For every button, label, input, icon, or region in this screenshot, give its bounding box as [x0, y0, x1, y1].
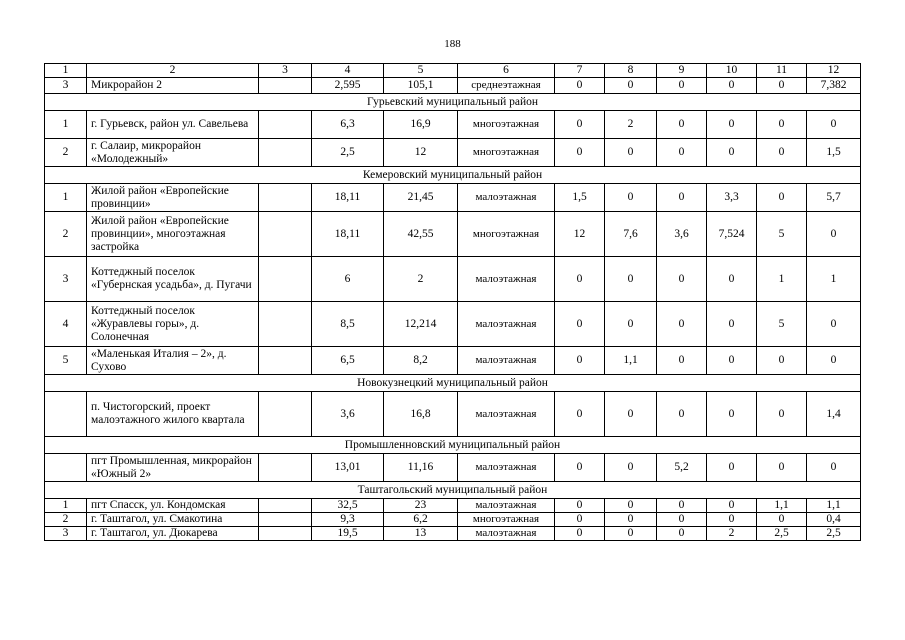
table-cell [259, 392, 312, 437]
column-number-cell: 2 [87, 64, 259, 78]
building-type-cell: малоэтажная [458, 499, 555, 513]
building-type-cell: среднеэтажная [458, 78, 555, 94]
table-cell: 1,5 [807, 139, 861, 167]
table-cell: 11,16 [384, 454, 458, 482]
table-cell: 12 [555, 212, 605, 257]
table-cell: 0 [707, 302, 757, 347]
table-cell: 0 [657, 78, 707, 94]
table-cell: 0 [657, 302, 707, 347]
table-cell: 0 [807, 111, 861, 139]
table-cell: 0 [605, 302, 657, 347]
table-cell: 0 [707, 78, 757, 94]
table-cell: 0 [807, 302, 861, 347]
object-name-cell: г. Салаир, микрорайон «Молодежный» [87, 139, 259, 167]
table-cell: 2,5 [757, 527, 807, 541]
row-number-cell: 4 [45, 302, 87, 347]
column-number-cell: 12 [807, 64, 861, 78]
table-cell: 6,2 [384, 513, 458, 527]
row-number-cell: 3 [45, 257, 87, 302]
row-number-cell [45, 392, 87, 437]
object-name-cell: г. Таштагол, ул. Дюкарева [87, 527, 259, 541]
table-cell [259, 257, 312, 302]
object-name-cell: Жилой район «Европейские провинции», многоэтажная застройка [87, 212, 259, 257]
table-cell: 7,524 [707, 212, 757, 257]
district-heading: Новокузнецкий муниципальный район [45, 375, 861, 392]
row-number-cell: 2 [45, 139, 87, 167]
building-type-cell: малоэтажная [458, 257, 555, 302]
object-name-cell: г. Таштагол, ул. Смакотина [87, 513, 259, 527]
table-cell: 0 [757, 184, 807, 212]
table-cell: 0 [707, 347, 757, 375]
building-type-cell: малоэтажная [458, 454, 555, 482]
table-row [45, 111, 861, 139]
table-cell: 5 [757, 212, 807, 257]
object-name-cell: г. Гурьевск, район ул. Савельева [87, 111, 259, 139]
building-type-cell: многоэтажная [458, 513, 555, 527]
column-number-cell: 7 [555, 64, 605, 78]
table-cell: 0 [605, 527, 657, 541]
table-cell: 5,7 [807, 184, 861, 212]
table-cell: 0 [807, 347, 861, 375]
row-number-cell: 1 [45, 499, 87, 513]
column-number-cell: 6 [458, 64, 555, 78]
table-cell: 0 [757, 347, 807, 375]
district-heading-row [45, 375, 861, 392]
table-row [45, 392, 861, 437]
row-number-cell: 5 [45, 347, 87, 375]
table-cell: 32,5 [312, 499, 384, 513]
table-cell: 2,5 [312, 139, 384, 167]
table-cell: 2 [605, 111, 657, 139]
table-cell: 0 [707, 257, 757, 302]
row-number-cell: 2 [45, 513, 87, 527]
table-cell: 18,11 [312, 212, 384, 257]
table-cell: 0 [657, 499, 707, 513]
table-row [45, 347, 861, 375]
table-cell: 2,595 [312, 78, 384, 94]
table-cell: 0 [555, 392, 605, 437]
table-row [45, 139, 861, 167]
column-number-cell: 11 [757, 64, 807, 78]
table-cell: 13,01 [312, 454, 384, 482]
table-cell: 21,45 [384, 184, 458, 212]
table-cell: 1,1 [807, 499, 861, 513]
table-cell: 0 [555, 347, 605, 375]
table-cell [259, 78, 312, 94]
table-cell: 105,1 [384, 78, 458, 94]
table-cell: 0 [555, 527, 605, 541]
table-cell: 13 [384, 527, 458, 541]
table-cell: 0 [657, 139, 707, 167]
table-cell: 9,3 [312, 513, 384, 527]
table-cell: 0 [555, 513, 605, 527]
table-cell: 0 [555, 257, 605, 302]
table-cell: 0 [707, 499, 757, 513]
table-row [45, 499, 861, 513]
table-cell: 0 [757, 454, 807, 482]
table-cell: 3,3 [707, 184, 757, 212]
row-number-cell: 2 [45, 212, 87, 257]
building-type-cell: многоэтажная [458, 212, 555, 257]
table-cell: 0 [707, 513, 757, 527]
table-cell: 2 [707, 527, 757, 541]
building-type-cell: малоэтажная [458, 527, 555, 541]
table-cell: 0 [757, 111, 807, 139]
table-cell [259, 527, 312, 541]
district-heading: Кемеровский муниципальный район [45, 167, 861, 184]
table-cell: 0 [707, 139, 757, 167]
table-cell: 1,1 [605, 347, 657, 375]
table-cell: 7,382 [807, 78, 861, 94]
object-name-cell: «Маленькая Италия – 2», д. Сухово [87, 347, 259, 375]
building-type-cell: малоэтажная [458, 347, 555, 375]
row-number-cell: 3 [45, 527, 87, 541]
row-number-cell [45, 454, 87, 482]
table-cell: 18,11 [312, 184, 384, 212]
building-type-cell: многоэтажная [458, 111, 555, 139]
table-cell: 0 [757, 392, 807, 437]
table-cell: 0 [707, 392, 757, 437]
table-cell: 1 [807, 257, 861, 302]
table-cell [259, 513, 312, 527]
table-cell: 0 [555, 302, 605, 347]
column-number-cell: 5 [384, 64, 458, 78]
table-cell: 0 [555, 499, 605, 513]
table-cell: 16,8 [384, 392, 458, 437]
column-number-cell: 3 [259, 64, 312, 78]
object-name-cell: Коттеджный поселок «Губернская усадьба», д. Пугачи [87, 257, 259, 302]
table-cell [259, 499, 312, 513]
table-cell: 23 [384, 499, 458, 513]
table-cell: 0 [555, 139, 605, 167]
table-cell: 0 [657, 184, 707, 212]
table-cell: 0 [657, 513, 707, 527]
table-cell [259, 454, 312, 482]
table-cell: 0 [807, 212, 861, 257]
table-cell: 0 [657, 392, 707, 437]
district-heading: Промышленновский муниципальный район [45, 437, 861, 454]
building-type-cell: малоэтажная [458, 392, 555, 437]
table-row [45, 454, 861, 482]
district-heading: Таштагольский муниципальный район [45, 482, 861, 499]
table-cell: 0 [707, 454, 757, 482]
district-heading-row [45, 482, 861, 499]
table-cell: 5 [757, 302, 807, 347]
table-row [45, 513, 861, 527]
table-cell: 0 [807, 454, 861, 482]
table-cell: 0 [707, 111, 757, 139]
table-cell: 1,4 [807, 392, 861, 437]
row-number-cell: 1 [45, 184, 87, 212]
table-cell: 12 [384, 139, 458, 167]
table-cell: 19,5 [312, 527, 384, 541]
table-cell: 16,9 [384, 111, 458, 139]
row-number-cell: 3 [45, 78, 87, 94]
table-cell [259, 111, 312, 139]
table-cell: 0 [605, 454, 657, 482]
table-row [45, 302, 861, 347]
building-type-cell: малоэтажная [458, 302, 555, 347]
table-cell: 0 [555, 78, 605, 94]
table-cell: 0 [555, 454, 605, 482]
table-cell: 12,214 [384, 302, 458, 347]
table-cell [259, 302, 312, 347]
object-name-cell: Жилой район «Европейские провинции» [87, 184, 259, 212]
table-cell: 1,5 [555, 184, 605, 212]
table-cell: 0 [605, 392, 657, 437]
table-cell: 8,5 [312, 302, 384, 347]
housing-table [44, 63, 861, 541]
table-cell: 0 [757, 513, 807, 527]
row-number-cell: 1 [45, 111, 87, 139]
table-cell: 0 [605, 513, 657, 527]
district-heading-row [45, 94, 861, 111]
table-cell: 0 [605, 139, 657, 167]
district-heading: Гурьевский муниципальный район [45, 94, 861, 111]
table-cell [259, 139, 312, 167]
column-number-cell: 10 [707, 64, 757, 78]
table-cell: 2,5 [807, 527, 861, 541]
table-cell: 0 [757, 139, 807, 167]
column-number-cell: 8 [605, 64, 657, 78]
column-number-cell: 4 [312, 64, 384, 78]
column-number-cell: 9 [657, 64, 707, 78]
table-cell: 0 [657, 257, 707, 302]
table-row [45, 78, 861, 94]
table-cell [259, 347, 312, 375]
table-cell: 0 [555, 111, 605, 139]
table-row [45, 212, 861, 257]
table-cell: 1 [757, 257, 807, 302]
table-cell: 0 [605, 184, 657, 212]
table-cell: 3,6 [312, 392, 384, 437]
district-heading-row [45, 167, 861, 184]
table-cell: 0,4 [807, 513, 861, 527]
object-name-cell: пгт Промышленная, микрорайон «Южный 2» [87, 454, 259, 482]
object-name-cell: пгт Спасск, ул. Кондомская [87, 499, 259, 513]
table-cell: 8,2 [384, 347, 458, 375]
table-cell: 0 [605, 78, 657, 94]
building-type-cell: малоэтажная [458, 184, 555, 212]
column-number-cell: 1 [45, 64, 87, 78]
table-cell: 0 [605, 257, 657, 302]
table-cell: 5,2 [657, 454, 707, 482]
table-cell [259, 212, 312, 257]
table-cell: 7,6 [605, 212, 657, 257]
building-type-cell: многоэтажная [458, 139, 555, 167]
table-cell: 0 [757, 78, 807, 94]
object-name-cell: п. Чистогорский, проект малоэтажного жилого квартала [87, 392, 259, 437]
table-row [45, 184, 861, 212]
table-cell: 6 [312, 257, 384, 302]
table-cell: 2 [384, 257, 458, 302]
table-cell: 3,6 [657, 212, 707, 257]
object-name-cell: Микрорайон 2 [87, 78, 259, 94]
table-cell: 6,5 [312, 347, 384, 375]
table-row [45, 527, 861, 541]
table-cell: 0 [657, 111, 707, 139]
table-cell: 42,55 [384, 212, 458, 257]
table-row [45, 257, 861, 302]
table-cell [259, 184, 312, 212]
object-name-cell: Коттеджный поселок «Журавлевы горы», д. Солонечная [87, 302, 259, 347]
table-cell: 6,3 [312, 111, 384, 139]
table-cell: 1,1 [757, 499, 807, 513]
page-number: 188 [444, 38, 461, 50]
table-cell: 0 [657, 347, 707, 375]
district-heading-row [45, 437, 861, 454]
table-cell: 0 [657, 527, 707, 541]
table-cell: 0 [605, 499, 657, 513]
table-header-row [45, 64, 861, 78]
